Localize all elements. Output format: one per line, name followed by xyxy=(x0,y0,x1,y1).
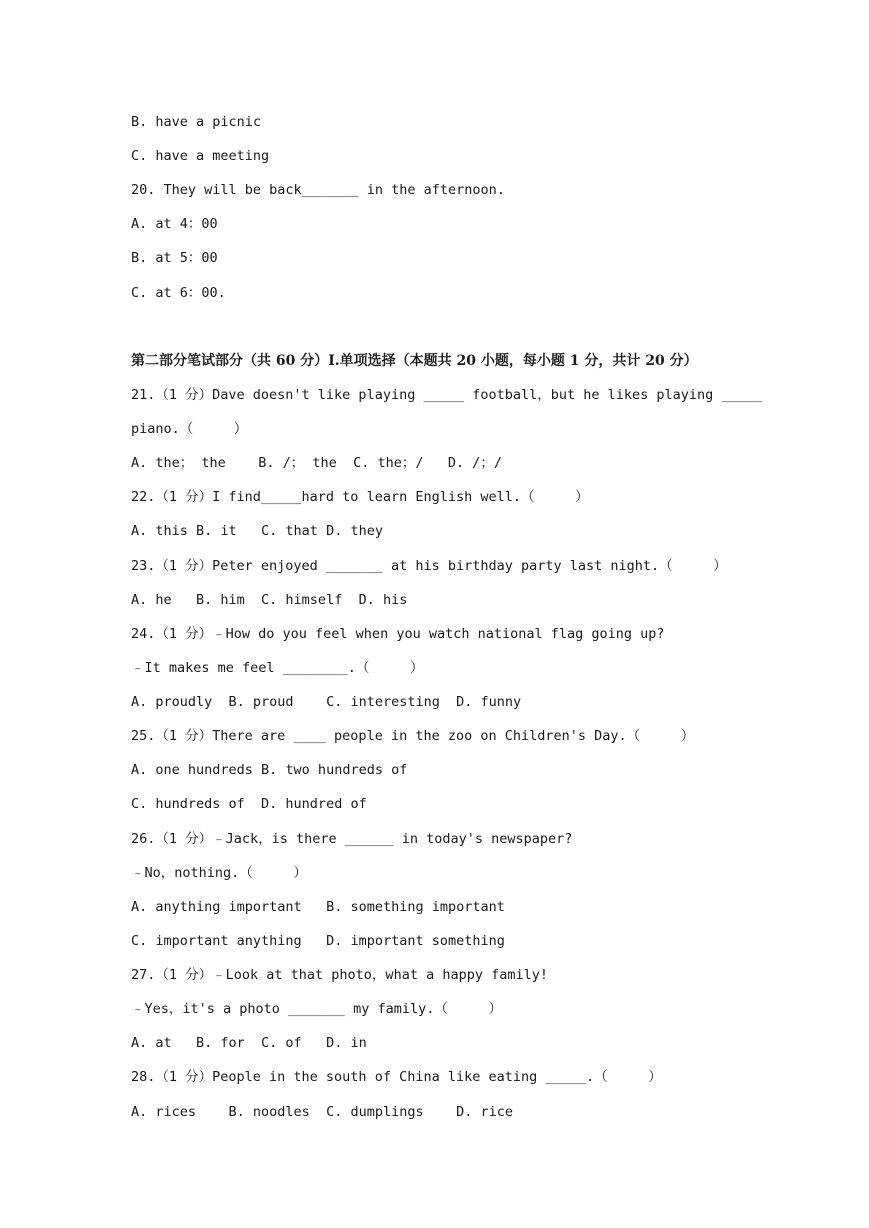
option-19c: C. have a meeting xyxy=(131,148,270,164)
options-21: A. the； the B. /； the C. the；/ D. /；/ xyxy=(131,455,502,471)
question-24-cont: ﹣It makes me feel ________.（ ） xyxy=(131,660,424,676)
question-20: 20. They will be back_______ in the afternoon. xyxy=(131,182,505,198)
question-25: 25.（1 分）There are ____ people in the zoo on Children's Day.（ ） xyxy=(131,728,695,744)
question-24: 24.（1 分）﹣How do you feel when you watch national flag going up? xyxy=(131,626,665,642)
options-25-cd: C. hundreds of D. hundred of xyxy=(131,796,367,812)
options-24: A. proudly B. proud C. interesting D. funny xyxy=(131,694,522,710)
question-26: 26.（1 分）﹣Jack，is there ______ in today's newspaper? xyxy=(131,831,573,847)
question-26-cont: ﹣No，nothing.（ ） xyxy=(131,865,307,881)
question-21: 21.（1 分）Dave doesn't like playing _____ football，but he likes playing _____ xyxy=(131,387,763,403)
question-23: 23.（1 分）Peter enjoyed _______ at his birthday party last night.（ ） xyxy=(131,558,727,574)
options-26-ab: A. anything important B. something important xyxy=(131,899,505,915)
option-20c: C. at 6：00. xyxy=(131,285,226,301)
options-25-ab: A. one hundreds B. two hundreds of xyxy=(131,762,408,778)
options-28: A. rices B. noodles C. dumplings D. rice xyxy=(131,1104,514,1120)
question-28: 28.（1 分）People in the south of China like eating _____.（ ） xyxy=(131,1069,662,1085)
option-20b: B. at 5：00 xyxy=(131,250,218,266)
question-27: 27.（1 分）﹣Look at that photo，what a happy family! xyxy=(131,967,548,983)
options-22: A. this B. it C. that D. they xyxy=(131,523,383,539)
options-23: A. he B. him C. himself D. his xyxy=(131,592,408,608)
section-heading: 第二部分笔试部分（共 60 分）I.单项选择（本题共 20 小题，每小题 1 分，共计 20 分） xyxy=(131,353,698,369)
question-21-cont: piano.（ ） xyxy=(131,421,248,437)
options-26-cd: C. important anything D. important something xyxy=(131,933,505,949)
options-27: A. at B. for C. of D. in xyxy=(131,1035,367,1051)
question-22: 22.（1 分）I find_____hard to learn English well.（ ） xyxy=(131,489,589,505)
option-19b: B. have a picnic xyxy=(131,114,262,130)
option-20a: A. at 4：00 xyxy=(131,216,218,232)
question-27-cont: ﹣Yes，it's a photo _______ my family.（ ） xyxy=(131,1001,502,1017)
